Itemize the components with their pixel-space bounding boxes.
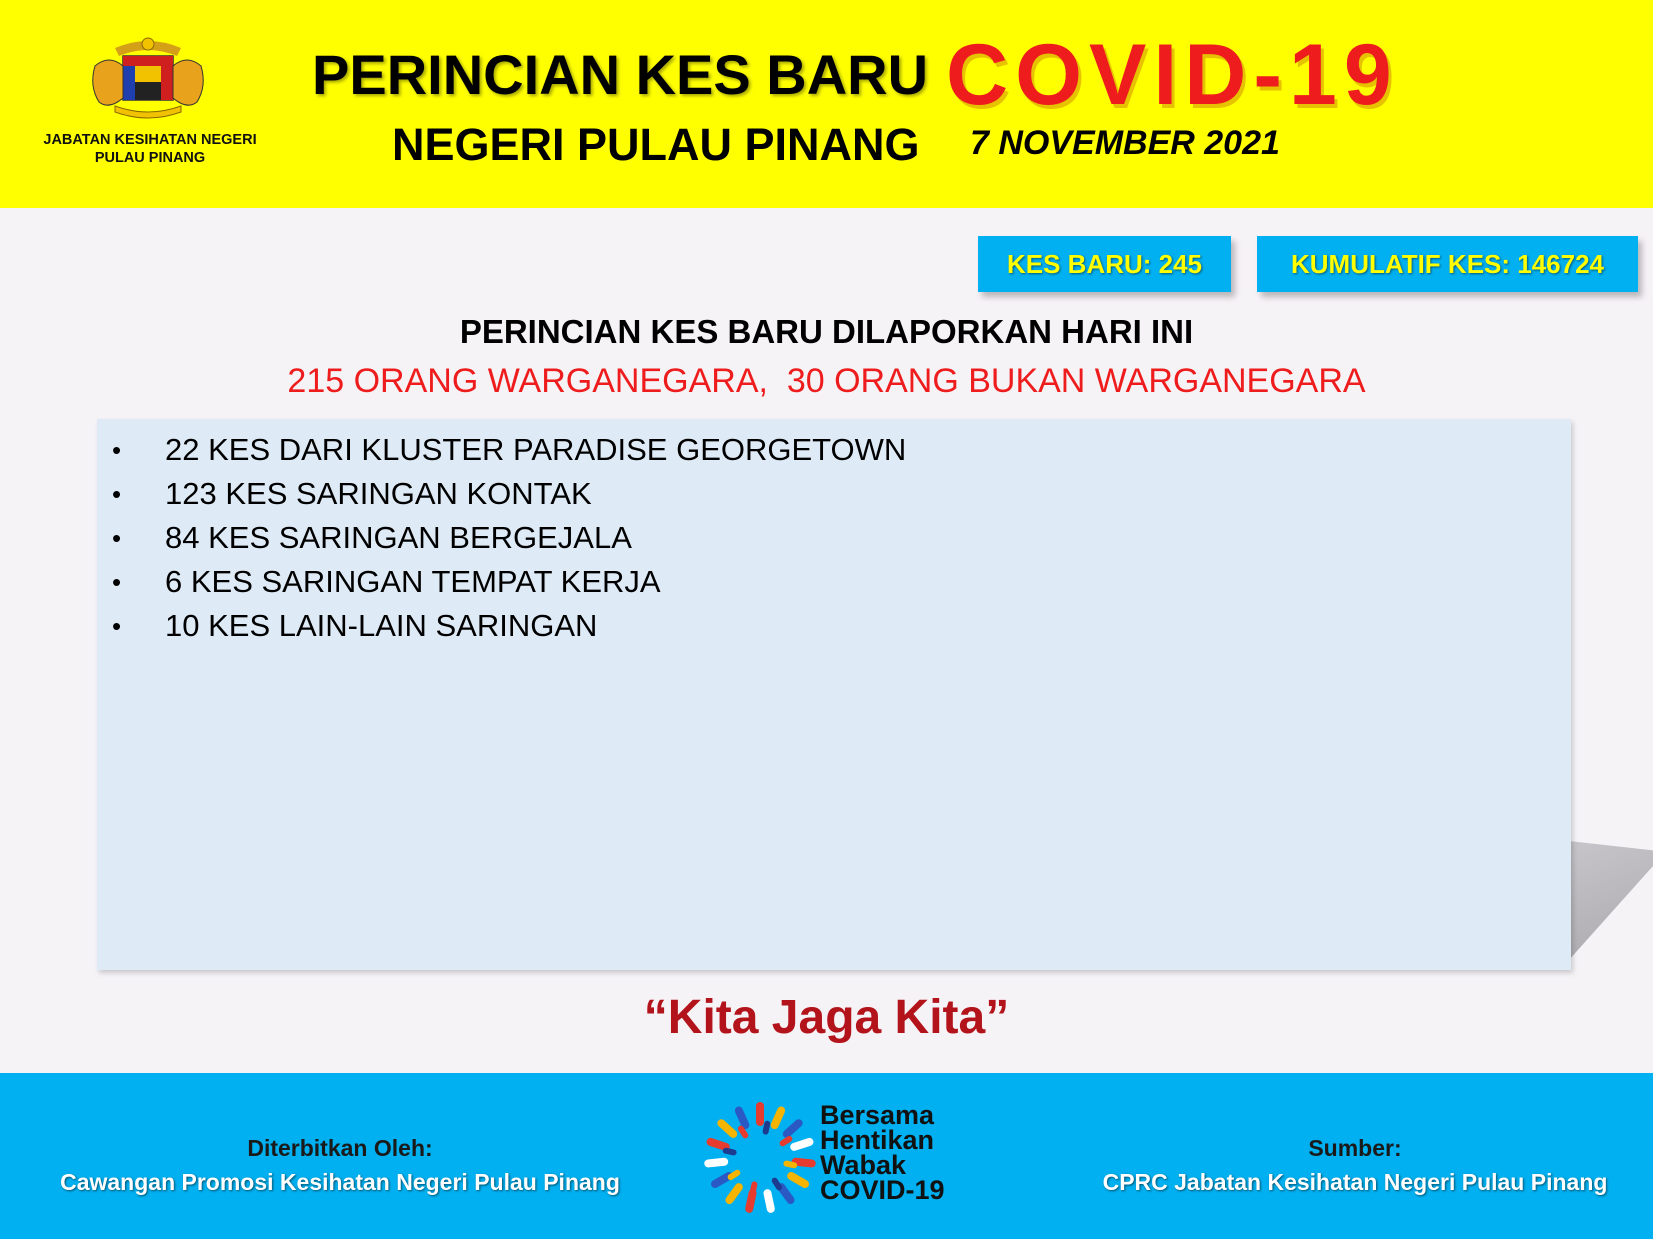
case-details-panel [97,419,1571,970]
list-item-text: 6 KES SARINGAN TEMPAT KERJA [165,564,661,599]
bullet-icon: • [112,479,122,509]
case-list [97,428,906,648]
list-item [97,428,906,472]
covid-title: COVID-19 [946,27,1399,123]
cumulative-cases-badge: KUMULATIF KES: 146724 [1257,236,1638,292]
source-label: Sumber: [1308,1135,1402,1161]
list-item-text: 123 KES SARINGAN KONTAK [165,476,592,511]
citizenship-breakdown: 215 ORANG WARGANEGARA, 30 ORANG BUKAN WARGANEGARA [287,362,1366,400]
header-banner [0,0,1653,208]
list-item-text: 22 KES DARI KLUSTER PARADISE GEORGETOWN [165,432,907,467]
page-title: PERINCIAN KES BARU [312,43,929,106]
department-line-2: PULAU PINANG [94,150,206,166]
campaign-line-2: Hentikan [820,1125,935,1155]
list-item [97,516,906,560]
source-name: CPRC Jabatan Kesihatan Negeri Pulau Pinang [1102,1169,1608,1195]
campaign-line-1: Bersama [820,1100,935,1130]
report-date: 7 NOVEMBER 2021 [970,124,1280,162]
state-title: NEGERI PULAU PINANG [392,119,920,170]
footer-bar [0,1073,1653,1239]
campaign-line-4: COVID-19 [820,1175,945,1205]
publisher-label: Diterbitkan Oleh: [247,1135,433,1161]
list-item-text: 84 KES SARINGAN BERGEJALA [165,520,632,555]
bullet-icon: • [112,435,122,465]
department-line-1: JABATAN KESIHATAN NEGERI [43,132,257,148]
list-item [97,560,906,604]
department-name [20,131,280,167]
panel-shadow [1560,840,1653,970]
list-item-text: 10 KES LAIN-LAIN SARINGAN [165,608,598,643]
bullet-icon: • [112,567,122,597]
publisher-block [40,1131,640,1199]
list-item [97,472,906,516]
malaysia-crest-icon [85,36,211,122]
bullet-icon: • [112,523,122,553]
details-heading: PERINCIAN KES BARU DILAPORKAN HARI INI [459,313,1194,350]
campaign-line-3: Wabak [820,1150,907,1180]
new-cases-badge: KES BARU: 245 [978,236,1231,292]
campaign-logo-text [820,1100,945,1205]
list-item [97,604,906,648]
publisher-name: Cawangan Promosi Kesihatan Negeri Pulau Pinang [60,1169,620,1195]
source-block [1090,1131,1620,1199]
bullet-icon: • [112,611,122,641]
motto: “Kita Jaga Kita” [643,991,1010,1044]
starburst-logo-icon [700,1098,820,1218]
